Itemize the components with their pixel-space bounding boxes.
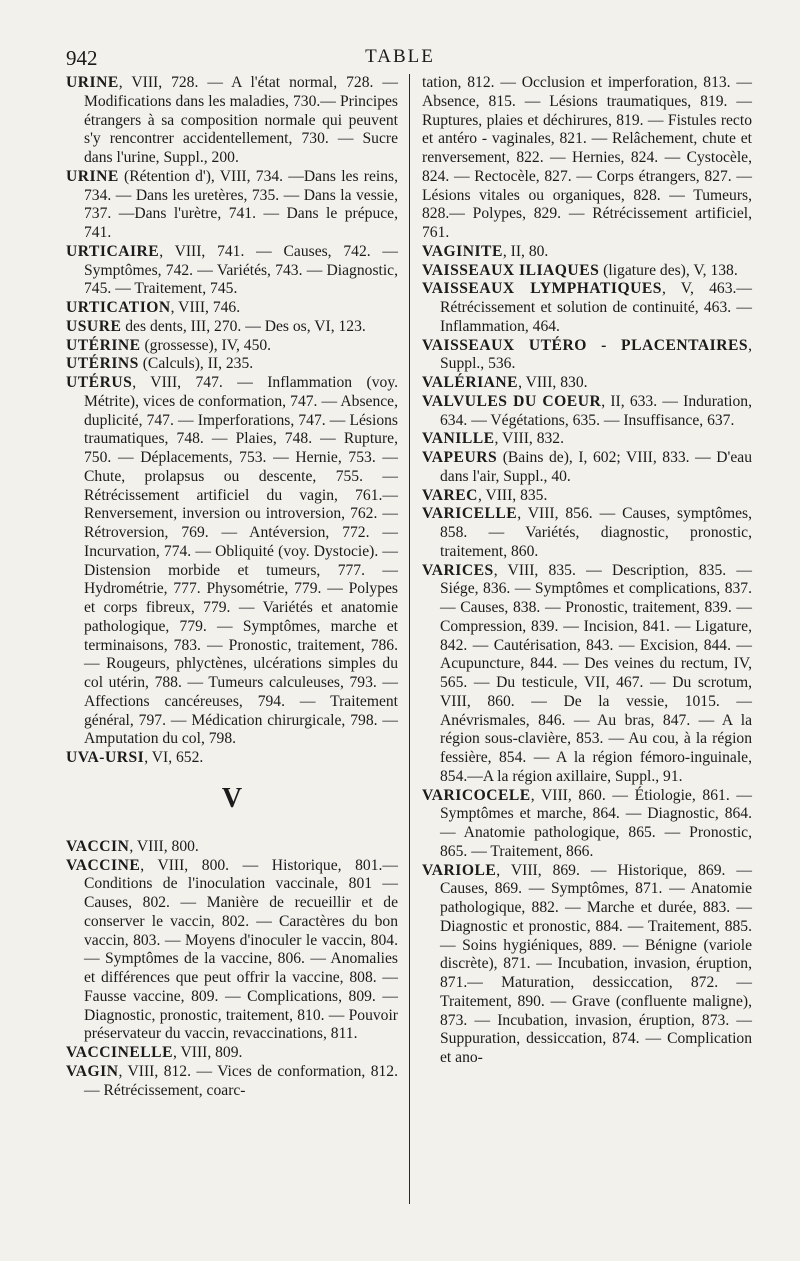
entry-headword: VAREC (422, 486, 478, 504)
index-entry (66, 168, 398, 243)
running-title: TABLE (365, 46, 435, 67)
index-entry (66, 838, 398, 857)
entry-headword: VAISSEAUX UTÉRO - PLACENTAIRES (422, 336, 749, 354)
entry-references: , VIII, 860. — Étiologie, 861. — Symptômes et marche, 864. — Diagnostic, 864. — Anatomie pathologique, 865. — Pronostic, 865. — Traitement, 866. (440, 786, 752, 860)
entry-references: , V, 463.— Rétrécissement et solution de continuité, 463. — Inflammation, 464. (440, 280, 752, 335)
entry-headword: VALVULES DU COEUR (422, 392, 602, 410)
entry-references: des dents, III, 270. — Des os, VI, 123. (121, 317, 366, 335)
index-entry (66, 1063, 398, 1101)
index-entry (422, 449, 752, 487)
index-entry (66, 355, 398, 374)
entry-headword: VARIOLE (422, 861, 497, 879)
entry-headword: UTÉRINE (66, 336, 141, 354)
entry-headword: VANILLE (422, 430, 495, 448)
index-entry (422, 562, 752, 787)
page-number: 942 (66, 46, 98, 70)
entry-references: , VIII, 741. — Causes, 742. — Symptômes, 742. — Variétés, 743. — Diagnostic, 745. — Traitement, 745. (84, 242, 398, 298)
index-entry (66, 857, 398, 1045)
entry-headword: VACCIN (66, 837, 130, 855)
continued-entry-text: tation, 812. — Occlusion et imperforation, 813. — Absence, 815. — Lésions traumatiques, 819. — Ruptures, plaies et déchirures, 819. — Fistules recto et antéro - vaginales, 821. — Relâchement, chute et renversement, 822. — Hernies, 824. — Cystocèle, 824. — Rectocèle, 827. — Corps étrangers, 827. — Lésions vitales ou organiques, 828. — Tumeurs, 828.— Polypes, 829. — Rétrécissement artificiel, 761. (422, 74, 752, 241)
index-entry (66, 337, 398, 356)
entry-references: (Rétention d'), VIII, 734. —Dans les reins, 734. — Dans les uretères, 735. — Dans la vessie, 737. —Dans l'urètre, 741. — Dans le prépuce, 741. (84, 167, 398, 241)
column-divider (409, 74, 410, 1204)
entry-references: , VIII, 747. — Inflammation (voy. Métrite), vices de conformation, 747. — Absence, duplicité, 747. — Imperforations, 747. — Lésions traumatiques, 748. — Plaies, 748. — Rupture, 750. — Déplacements, 753. — Hernie, 753. — Chute, prolapsus ou descente, 755. — Rétrécissement artificiel du vagin, 761.— Renversement, inversion ou introversion, 762. — Rétroversion, 769. — Antéversion, 772. — Incurvation, 774. — Obliquité (voy. Dystocie). — Distension morbide et tumeurs, 777. —Hydrométrie, 777. Physométrie, 779. — Polypes et corps fibreux, 779. — Variétés et anatomie pathologique, 779. — Symptômes, marche et terminaisons, 783. — Pronostic, traitement, 786. — Rougeurs, phlyctènes, ulcérations simples du col utérin, 788. — Tumeurs calculeuses, 793. — Affections cancéreuses, 794. — Traitement général, 797. — Médication chirurgicale, 798. — Amputation du col, 798. (84, 374, 398, 748)
left-column (66, 74, 398, 1100)
entry-references: , VI, 652. (144, 749, 204, 766)
entry-headword: USURE (66, 317, 122, 335)
entry-headword: URINE (66, 167, 119, 185)
entry-references: (ligature des), V, 138. (599, 261, 738, 279)
entry-references: (Bains de), I, 602; VIII, 833. — D'eau dans l'air, Suppl., 40. (440, 449, 752, 485)
index-entry (422, 337, 752, 375)
entry-references: , VIII, 728. — A l'état normal, 728. — Modifications dans les maladies, 730.— Principes étrangers à sa composition normale qui peuvent s'y rencontrer accidentellement, 730. — Sucre dans l'urine, Suppl., 200. (84, 74, 398, 166)
entry-headword: URTICAIRE (66, 242, 160, 260)
entry-references: , VIII, 800. (129, 837, 199, 855)
entry-headword: VARICES (422, 561, 494, 579)
index-entry (66, 1044, 398, 1063)
index-entry (66, 374, 398, 749)
entry-headword: VACCINELLE (66, 1044, 173, 1061)
entry-references: , VIII, 812. — Vices de conformation, 812. — Rétrécissement, coarc- (84, 1062, 398, 1099)
index-entry (422, 374, 752, 393)
entry-headword: URTICATION (66, 299, 171, 316)
index-entry (422, 487, 752, 506)
entry-references: , VIII, 869. — Historique, 869. — Causes, 869. — Symptômes, 871. — Anatomie pathologique, 882. — Marche et durée, 883. — Diagnostic et pronostic, 884. — Traitement, 885. — Soins hygiéniques, 889. — Bénigne (variole discrète), 871. — Incubation, invasion, éruption, 871.— Maturation, dessiccation, 872. — Traitement, 890. — Grave (confluente maligne), 873. — Incubation, invasion, éruption, 873. — Suppuration, dessiccation, 874. — Complication et ano- (440, 861, 752, 1066)
index-entry (66, 749, 398, 768)
entry-references: , VIII, 835. (477, 486, 548, 504)
index-entry (422, 862, 752, 1068)
index-entry (422, 505, 752, 561)
entry-references: , VIII, 800. — Historique, 801.— Conditions de l'inoculation vaccinale, 801 — Causes, 802. — Manière de recueillir et de conserver le vaccin, 802. — Caractères du bon vaccin, 803. — Moyens d'inoculer le vaccin, 804. — Symptômes de la vaccine, 806. — Anomalies et différences que peut offrir la vaccine, 808. — Fausse vaccine, 809. — Complications, 809. — Diagnostic, pronostic, traitement, 810. — Pouvoir préservateur du vaccin, revaccinations, 811. (84, 856, 398, 1043)
page-header (0, 46, 800, 72)
section-letter: V (221, 782, 243, 814)
entry-references: , VIII, 832. (494, 430, 564, 448)
entry-headword: VAISSEAUX LYMPHATIQUES (422, 280, 662, 298)
entry-headword: VARICELLE (422, 505, 518, 523)
entry-headword: UTÉRUS (66, 374, 133, 391)
index-entry (422, 280, 752, 336)
index-entry (66, 299, 398, 318)
index-entry (422, 243, 752, 262)
entry-references: , Suppl., 536. (440, 336, 752, 373)
right-entries (422, 243, 752, 1068)
entry-references: , VIII, 746. (170, 299, 241, 316)
entry-headword: VAPEURS (422, 449, 498, 466)
index-entry (422, 430, 752, 449)
entry-references: , VIII, 830. (518, 374, 588, 391)
index-entry (66, 74, 398, 168)
entry-headword: VALÉRIANE (422, 374, 519, 391)
entry-headword: URINE (66, 74, 119, 91)
index-entry (66, 318, 398, 337)
entry-headword: VAGIN (66, 1062, 119, 1080)
left-entries-v (66, 838, 398, 1101)
entry-references: , VIII, 835. — Description, 835. — Siége, 836. — Symptômes et complications, 837. — Causes, 838. — Pronostic, traitement, 839. — Compression, 839. — Incision, 841. — Ligature, 842. — Cautérisation, 843. — Excision, 844. — Acupuncture, 844. — Des veines du rectum, IV, 565. — Du testicule, VII, 467. — Du scrotum, VIII, 860. — De la vessie, 1015. — Anévrismales, 846. — Au bras, 847. — A la région sous-clavière, 853. — Au cou, à la région fessière, 854. — A la région fémoro-inguinale, 854.—A la région axillaire, Suppl., 91. (440, 561, 752, 785)
left-entries-u (66, 74, 398, 768)
index-entry (66, 243, 398, 299)
entry-headword: VAGINITE (422, 242, 503, 260)
entry-references: , II, 633. — Induration, 634. — Végétations, 635. — Insuffisance, 637. (440, 392, 752, 429)
entry-headword: VARICOCELE (422, 786, 531, 804)
entry-headword: VAISSEAUX ILIAQUES (422, 261, 600, 279)
entry-headword: UVA-URSI (66, 749, 145, 766)
right-column (422, 74, 752, 1068)
entry-references: (grossesse), IV, 450. (140, 336, 272, 354)
index-entry (422, 262, 752, 281)
entry-references: , VIII, 856. — Causes, symptômes, 858. — Variétés, diagnostic, pronostic, traitement, 860. (440, 505, 752, 560)
entry-headword: UTÉRINS (66, 355, 139, 373)
entry-headword: VACCINE (66, 856, 141, 874)
index-entry (422, 787, 752, 862)
entry-references: , II, 80. (502, 242, 549, 260)
index-entry (422, 393, 752, 431)
entry-references: , VIII, 809. (172, 1044, 243, 1061)
entry-references: (Calculs), II, 235. (138, 355, 254, 373)
